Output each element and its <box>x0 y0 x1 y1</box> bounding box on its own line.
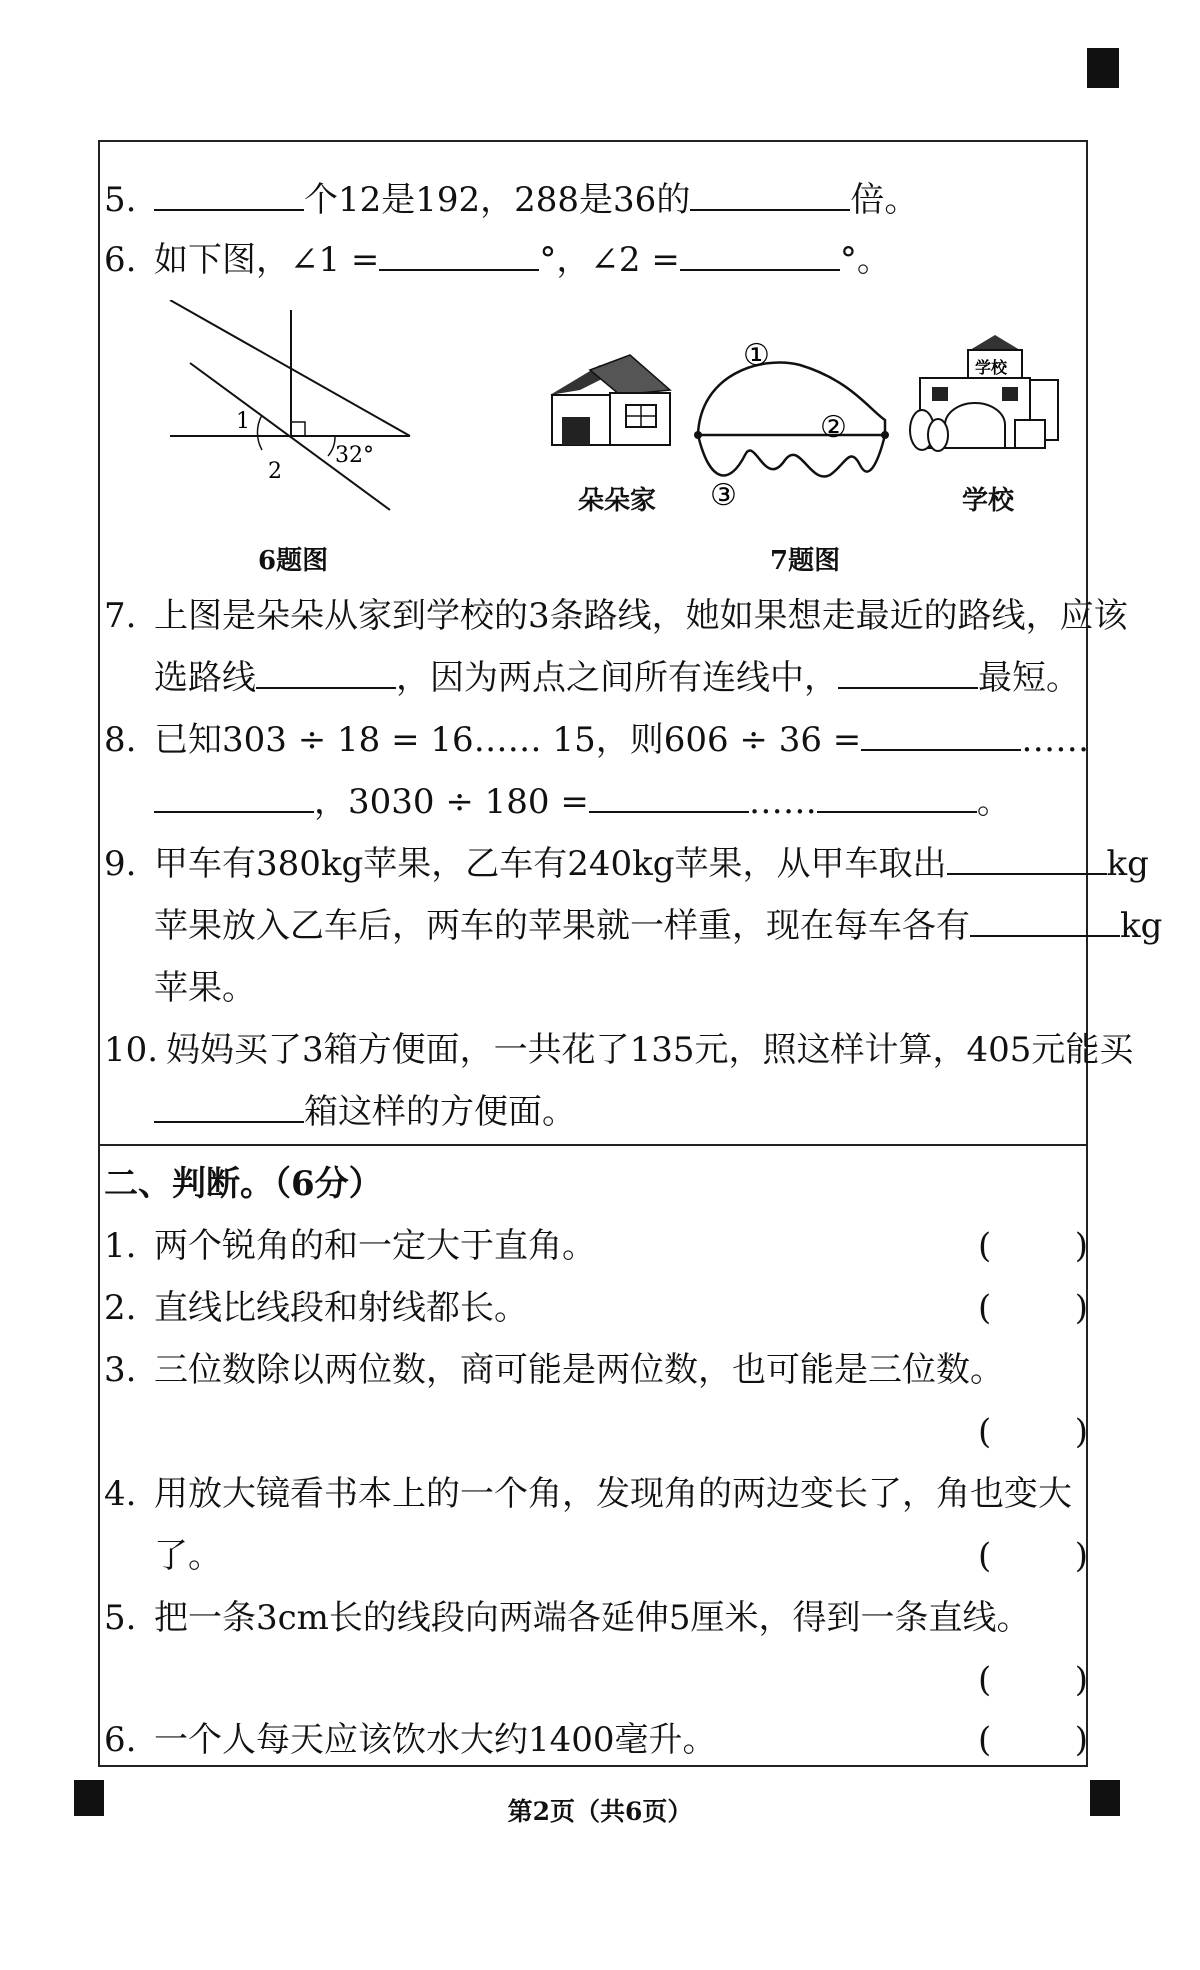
question-number: 6. <box>104 240 137 280</box>
school-point <box>881 431 889 439</box>
school-icon <box>910 335 1058 451</box>
question-9: 9. 甲车有380kg苹果，乙车有240kg苹果，从甲车取出 kg <box>104 840 1088 888</box>
angle-1-label: 1 <box>236 409 250 434</box>
route-1-label: ① <box>743 338 770 373</box>
route-3-label: ③ <box>710 478 737 513</box>
answer-blank[interactable] <box>690 179 850 211</box>
home-label: 朵朵家 <box>578 486 657 516</box>
question-number: 5. <box>104 180 137 220</box>
question-8-line-2: ，3030 ÷ 180 = …… 。 <box>104 778 1088 826</box>
question-5: 5. 个12是192，288是36的 倍。 <box>104 176 1088 224</box>
question-7: 7. 上图是朵朵从家到学校的3条路线，她如果想走最近的路线，应该 <box>104 592 1088 640</box>
page-footer: 第2页（共6页） <box>507 1797 693 1826</box>
judge-section-title: 二、判断。（6分） <box>104 1164 383 1204</box>
school-sign: 学校 <box>975 358 1008 377</box>
judge-item-4-line-2: 了。 ( ) <box>104 1532 1088 1580</box>
house-icon <box>550 355 670 445</box>
answer-blank[interactable] <box>970 905 1120 937</box>
answer-blank[interactable] <box>947 843 1107 875</box>
question-number: 7. <box>104 596 137 636</box>
answer-blank[interactable] <box>838 657 978 689</box>
answer-parentheses[interactable]: ( ) <box>978 1720 1088 1760</box>
angle-32-label: 32° <box>335 443 374 468</box>
judge-item-6: 6. 一个人每天应该饮水大约1400毫升。 ( ) <box>104 1716 1088 1764</box>
answer-blank[interactable] <box>817 781 977 813</box>
judge-item-3: 3. 三位数除以两位数，商可能是两位数，也可能是三位数。 <box>104 1350 1004 1390</box>
judge-item-2: 2. 直线比线段和射线都长。 ( ) <box>104 1284 1088 1332</box>
answer-parentheses[interactable]: ( ) <box>978 1288 1088 1328</box>
home-point <box>694 431 702 439</box>
question-number: 10. <box>104 1030 159 1070</box>
answer-parentheses[interactable]: ( ) <box>978 1226 1088 1266</box>
judge-item-5: 5. 把一条3cm长的线段向两端各延伸5厘米，得到一条直线。 <box>104 1598 1031 1638</box>
answer-parentheses[interactable]: ( ) <box>978 1536 1088 1576</box>
answer-blank[interactable] <box>154 179 304 211</box>
question-9-line-3: 苹果。 <box>154 968 256 1008</box>
figure-6-angle-diagram <box>160 300 430 530</box>
question-number: 9. <box>104 844 137 884</box>
right-angle-mark <box>291 422 305 436</box>
answer-blank[interactable] <box>680 239 840 271</box>
question-10-line-2: 箱这样的方便面。 <box>104 1088 1088 1136</box>
answer-blank[interactable] <box>154 1091 304 1123</box>
question-8: 8. 已知303 ÷ 18 = 16…… 15，则606 ÷ 36 = …… <box>104 716 1088 764</box>
figure-7-caption: 7题图 <box>770 546 841 576</box>
judge-item-4: 4. 用放大镜看书本上的一个角，发现角的两边变长了，角也变大 <box>104 1474 1072 1514</box>
corner-mark-top-right <box>1087 48 1119 88</box>
route-1-curve <box>698 363 885 435</box>
angle-2-label: 2 <box>268 459 282 484</box>
answer-blank[interactable] <box>861 719 1021 751</box>
question-10: 10. 妈妈买了3箱方便面，一共花了135元，照这样计算，405元能买 <box>104 1026 1088 1074</box>
answer-blank[interactable] <box>379 239 539 271</box>
answer-blank[interactable] <box>256 657 396 689</box>
answer-parentheses[interactable]: ( ) <box>978 1412 1088 1452</box>
section-divider <box>98 1144 1088 1146</box>
figure-6-caption: 6题图 <box>258 546 329 576</box>
judge-item-1: 1. 两个锐角的和一定大于直角。 ( ) <box>104 1222 1088 1270</box>
route-3-wavy <box>698 435 885 476</box>
answer-blank[interactable] <box>154 781 314 813</box>
route-2-label: ② <box>820 410 847 445</box>
question-number: 8. <box>104 720 137 760</box>
answer-blank[interactable] <box>589 781 749 813</box>
school-label: 学校 <box>962 486 1015 516</box>
answer-parentheses[interactable]: ( ) <box>978 1660 1088 1700</box>
question-9-line-2: 苹果放入乙车后，两车的苹果就一样重，现在每车各有 kg <box>154 906 1163 946</box>
question-6: 6. 如下图，∠1 = °，∠2 = °。 <box>104 236 1088 284</box>
question-7-line-2: 选路线 ，因为两点之间所有连线中， 最短。 <box>154 658 1080 698</box>
